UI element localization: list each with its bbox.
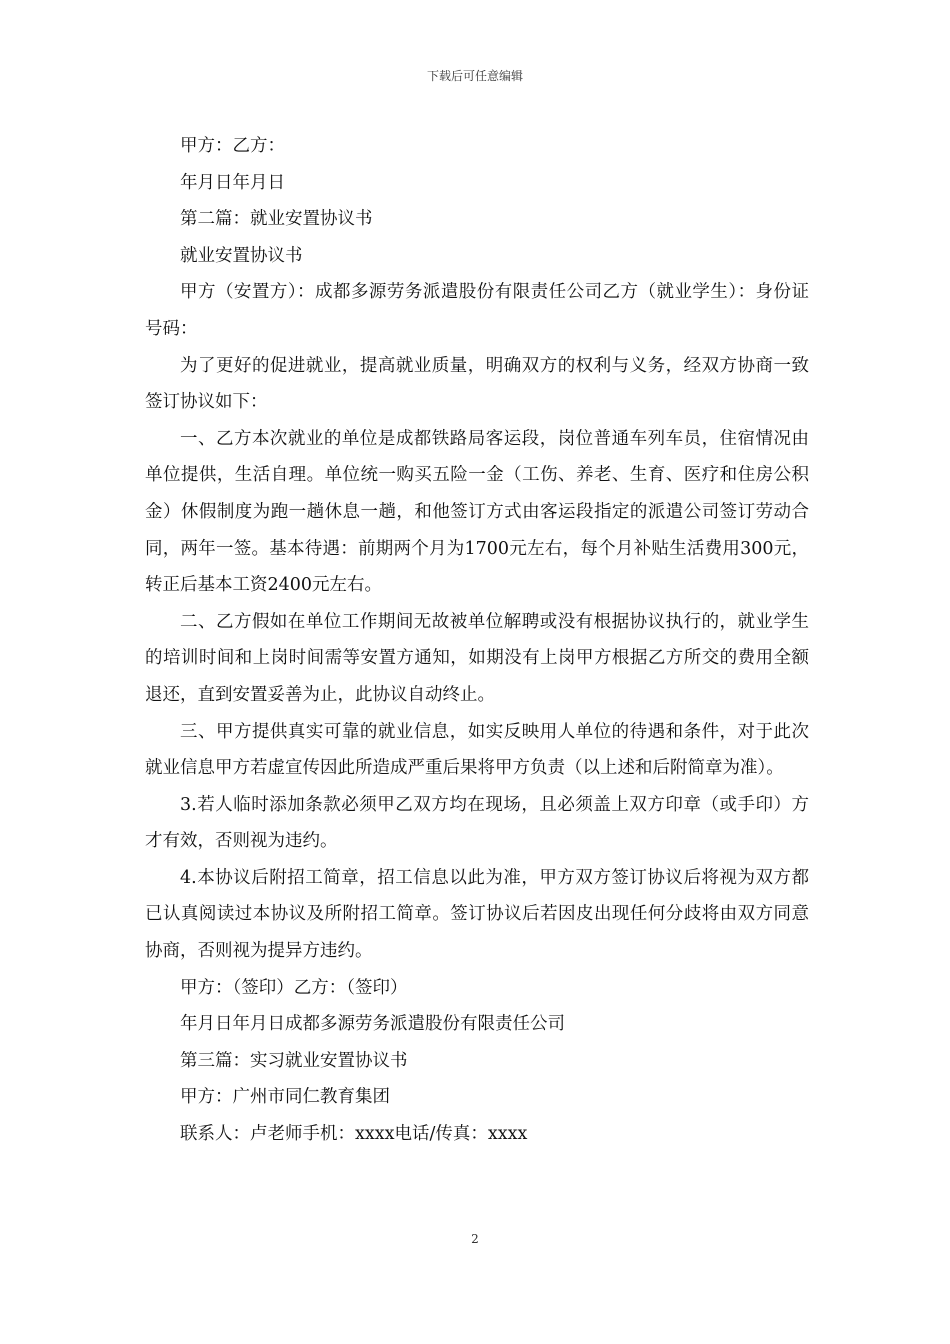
paragraph: 甲方：广州市同仁教育集团 [180, 1087, 390, 1108]
paragraph: 联系人：卢老师手机：xxxx电话/传真：xxxx [180, 1124, 528, 1145]
page-header: 下载后可任意编辑 [426, 69, 523, 83]
paragraph: 为了更好的促进就业，提高就业质量，明确双方的权利与义务，经双方协商一致签订协议如下： [145, 355, 809, 413]
paragraph: 年月日年月日 [180, 172, 285, 193]
clause-4-numbered: 4.本协议后附招工简章，招工信息以此为准，甲方双方签订协议后将视为双方都已认真阅读过本协议及所附招工简章。签订协议后若因皮出现任何分歧将由双方同意协商，否则视为提异方违约。 [145, 867, 809, 962]
document-title: 就业安置协议书 [180, 245, 303, 266]
section-heading: 第二篇：就业安置协议书 [180, 209, 373, 230]
page-number: 2 [471, 1232, 479, 1246]
date-line: 年月日年月日成都多源劳务派遣股份有限责任公司 [180, 1014, 565, 1035]
clause-1: 一、乙方本次就业的单位是成都铁路局客运段，岗位普通车列车员，住宿情况由单位提供，生活自理。单位统一购买五险一金（工伤、养老、生育、医疗和住房公积金）休假制度为跑一趟休息一趟，和他签订方式由客运段指定的派遣公司签订劳动合同，两年一签。基本待遇：前期两个月为1700元左右，每个月补贴生活费用300元，转正后基本工资2400元左右。 [145, 428, 809, 596]
paragraph: 甲方：乙方： [180, 136, 285, 156]
document-body [145, 128, 809, 1153]
clause-3-numbered: 3.若人临时添加条款必须甲乙双方均在现场，且必须盖上双方印章（或手印）方才有效，否则视为违约。 [145, 794, 809, 852]
section-heading: 第三篇：实习就业安置协议书 [180, 1050, 408, 1071]
clause-3: 三、甲方提供真实可靠的就业信息，如实反映用人单位的待遇和条件，对于此次就业信息甲方若虚宣传因此所造成严重后果将甲方负责（以上述和后附简章为准）。 [145, 721, 809, 779]
clause-2: 二、乙方假如在单位工作期间无故被单位解聘或没有根据协议执行的，就业学生的培训时间和上岗时间需等安置方通知，如期没有上岗甲方根据乙方所交的费用全额退还，直到安置妥善为止，此协议自动终止。 [145, 611, 809, 705]
signature-line: 甲方：（签印）乙方：（签印） [180, 977, 408, 998]
paragraph: 甲方（安置方）：成都多源劳务派遣股份有限责任公司乙方（就业学生）：身份证号码： [145, 282, 809, 339]
